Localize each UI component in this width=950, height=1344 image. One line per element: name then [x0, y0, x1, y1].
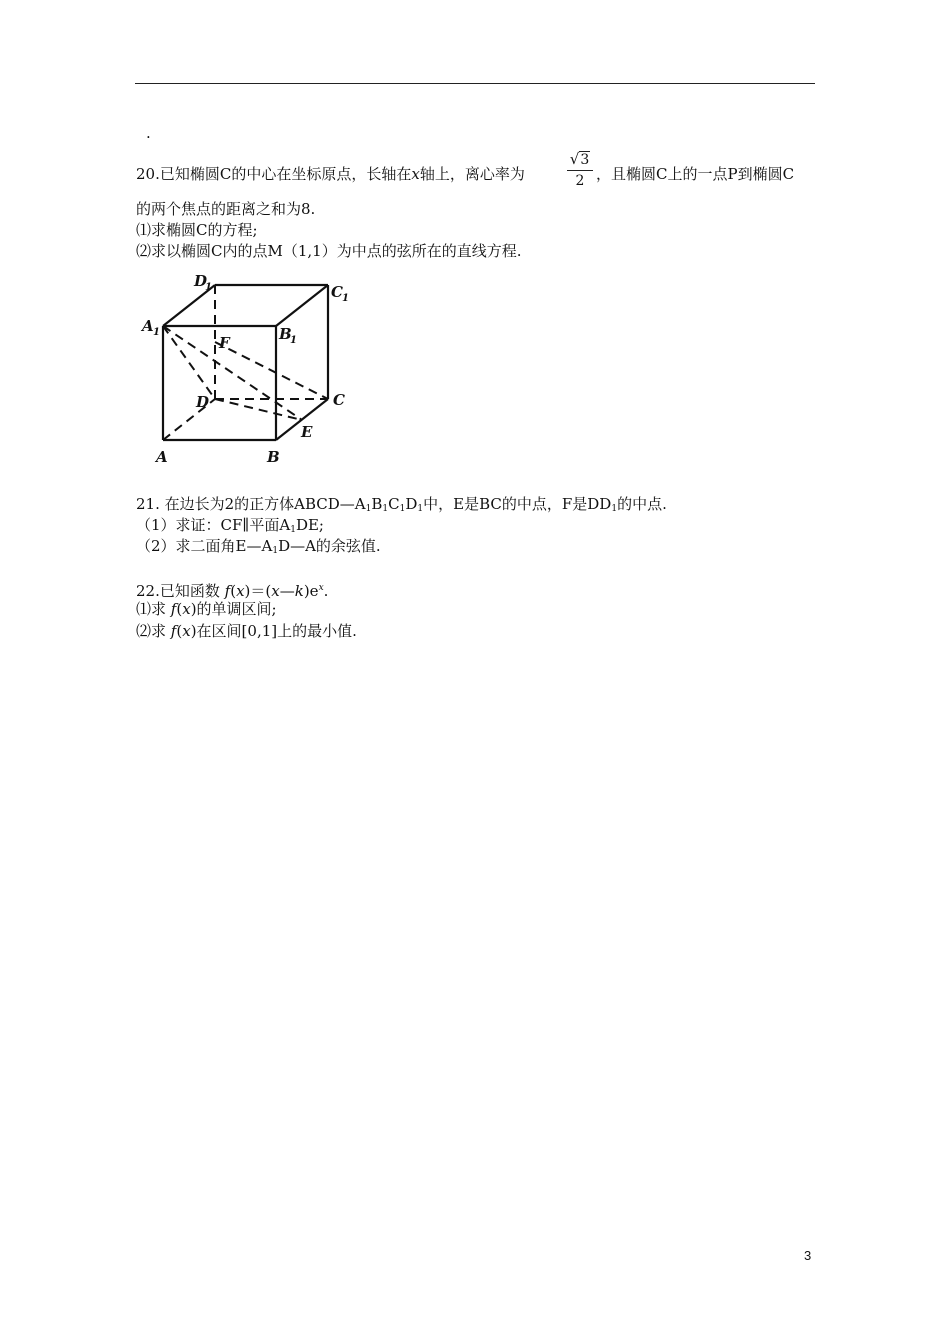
q21-sub-dd1: 1 [611, 504, 618, 514]
page-number: 3 [804, 1248, 812, 1263]
q21-part1-text-a: （1）求证：CF∥平面A [136, 516, 291, 534]
leading-dot: . [146, 124, 151, 142]
q22-part2-x: x [182, 622, 191, 640]
header-rule [135, 83, 815, 84]
q22-part2: ⑵求 f(x)在区间[0,1]上的最小值. [136, 622, 357, 640]
q22-line1: 22.已知函数 $f(x)=(x—k)e^x$. [136, 582, 329, 600]
q21-text-d: D [405, 495, 418, 513]
q22-var-x2: x [271, 582, 280, 600]
fraction-bar [567, 170, 593, 171]
label-f: F [219, 334, 230, 352]
q20-part1: ⑴求椭圆C的方程; [136, 221, 258, 239]
cube-figure [140, 268, 360, 468]
fraction-denominator: 2 [575, 173, 585, 189]
q22-part2-f: f [170, 622, 177, 640]
label-d1: D [194, 272, 208, 290]
edge-b1-c1 [276, 285, 328, 326]
q21-part2-sub: 1 [272, 546, 279, 556]
q21-text-e: 中，E是BC的中点，F是DD [423, 495, 612, 513]
q22-k: k [294, 582, 304, 600]
q21-sub-d1: 1 [417, 504, 424, 514]
q22-part1: ⑴求 f(x)的单调区间; [136, 600, 277, 618]
q20-line1-text-a: 20.已知椭圆C的中心在坐标原点，长轴在 [136, 165, 412, 183]
q21-text-c: C [388, 495, 400, 513]
q21-part1-text-b: DE; [295, 516, 324, 534]
q21-part2-text-b: D—A的余弦值. [278, 537, 381, 555]
q22-exp-x: x [318, 583, 324, 593]
label-c: C [333, 391, 345, 409]
q22-part2-text-b: 在区间[0,1]上的最小值. [196, 622, 357, 640]
label-d: D [196, 393, 210, 411]
q20-var-x: x [411, 165, 420, 183]
q20-line1-text-c: ，且椭圆C上的一点P到椭圆C [596, 165, 795, 183]
label-c1: C [331, 283, 343, 301]
q22-e: e [309, 582, 319, 600]
eccentricity-fraction [567, 150, 593, 189]
label-e: E [301, 423, 313, 441]
label-c1-sub: 1 [342, 293, 349, 304]
q22-text-a: 22.已知函数 [136, 582, 220, 600]
q22-part1-f: f [170, 600, 177, 618]
label-b1: B [279, 325, 292, 343]
q22-part1-x: x [182, 600, 191, 618]
q21-part1-sub: 1 [290, 525, 296, 535]
label-a1-sub: 1 [153, 327, 160, 338]
q22-part2-text-a: ⑵求 [136, 622, 167, 640]
q21-sub-b1: 1 [382, 504, 389, 514]
segment-a1-d [163, 326, 215, 399]
segment-d-e [215, 399, 302, 420]
q21-part2 [136, 536, 381, 561]
fraction-numerator: √3 [569, 150, 590, 168]
q22-part1-text-b: 的单调区间; [196, 600, 277, 618]
q21-text-a: 21. 在边长为2的正方体ABCD—A [136, 495, 366, 513]
label-a1: A [142, 317, 154, 335]
q20-line2: 的两个焦点的距离之和为8. [136, 200, 316, 218]
q21-sub-c1: 1 [399, 504, 406, 514]
q20-part2: ⑵求以椭圆C内的点M（1,1）为中点的弦所在的直线方程. [136, 242, 522, 260]
segment-f-c [215, 342, 328, 399]
q20-line1 [136, 164, 525, 184]
q22-func-f: f [224, 582, 231, 600]
label-b1-sub: 1 [290, 335, 297, 346]
q21-sub-a1: 1 [365, 504, 372, 514]
q22-part1-text-a: ⑴求 [136, 600, 167, 618]
label-a: A [156, 448, 168, 466]
label-b: B [267, 448, 280, 466]
q21-part2-text-a: （2）求二面角E—A [136, 537, 273, 555]
q22-eq: ＝( [250, 582, 272, 600]
q22-minus: — [279, 582, 295, 600]
q20-line1-text-b: 轴上，离心率为 [419, 165, 525, 183]
label-d1-sub: 1 [205, 282, 212, 293]
q21-text-f: 的中点. [617, 495, 667, 513]
q21-text-b: B [371, 495, 383, 513]
q22-var-x: x [236, 582, 245, 600]
